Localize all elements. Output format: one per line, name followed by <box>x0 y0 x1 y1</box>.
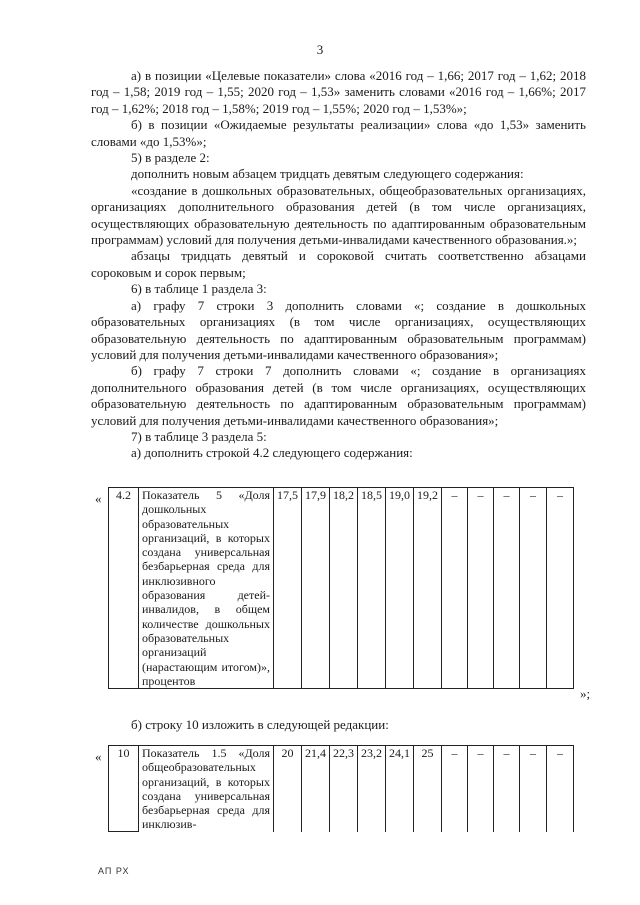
paragraph: дополнить новым абзацем тридцать девятым следующего содержания: <box>131 166 524 182</box>
value-cell: 19,0 <box>386 488 414 689</box>
value-cell: 17,9 <box>302 488 330 689</box>
value-cell: 20 <box>274 746 302 832</box>
value-cell: – <box>494 746 520 832</box>
footer-code: АП РХ <box>98 866 130 876</box>
value-cell: – <box>520 488 547 689</box>
paragraph: б) графу 7 строки 7 дополнить словами «; создание в организациях дополнительного образования детей (в том числе организациях, осуществляющих образовательную деятельность по адаптированным образовательным программам) условий для получения детьми-инвалидами качественного образования»; <box>91 363 586 428</box>
close-quote: »; <box>580 686 591 701</box>
value-cell: – <box>494 488 520 689</box>
indicator-name: Показатель 5 «Доля дошкольных образовательных организаций, в которых создана универсальная безбарьерная среда для инклюзивного образования детей-инвалидов, в общем количестве дошкольных образовательных организаций (нарастающим итогом)», процентов <box>139 488 274 689</box>
indicator-table-row-4-2 <box>108 487 574 689</box>
paragraph: а) графу 7 строки 3 дополнить словами «; создание в дошкольных образовательных организациях (в том числе организациях, осуществляющих образовательную деятельность по адаптированным образовательным программам) условий для получения детьми-инвалидами качественного образования»; <box>91 297 586 362</box>
value-cell: 21,4 <box>302 746 330 832</box>
table-row <box>109 746 574 832</box>
table-row <box>109 488 574 689</box>
value-cell: – <box>442 488 468 689</box>
value-cell: – <box>468 488 494 689</box>
value-cell: 19,2 <box>414 488 442 689</box>
value-cell: 17,5 <box>274 488 302 689</box>
paragraph: а) дополнить строкой 4.2 следующего содержания: <box>131 445 413 461</box>
value-cell: – <box>520 746 547 832</box>
value-cell: – <box>547 746 574 832</box>
value-cell: – <box>468 746 494 832</box>
value-cell: 25 <box>414 746 442 832</box>
indicator-name: Показатель 1.5 «Доля общеобразовательных организаций, в которых создана универсальная безбарьерная среда для инклюзив- <box>139 746 274 832</box>
paragraph: «создание в дошкольных образовательных, общеобразовательных организациях, организациях дополнительного образования детей (в том числе организациях, осуществляющих образовательную деятельность по адаптированным образовательным программам) условий для получения детьми-инвалидами качественного образования.»; <box>91 182 586 248</box>
value-cell: 18,5 <box>358 488 386 689</box>
row-number: 4.2 <box>109 488 139 689</box>
value-cell: – <box>442 746 468 832</box>
page-number: 3 <box>316 42 324 57</box>
row-number: 10 <box>109 746 139 832</box>
value-cell: 24,1 <box>386 746 414 832</box>
open-quote: « <box>95 749 102 764</box>
open-quote: « <box>95 491 102 506</box>
value-cell: 23,2 <box>358 746 386 832</box>
subheading-b: б) строку 10 изложить в следующей редакции: <box>131 717 389 732</box>
document-body <box>91 68 586 462</box>
paragraph: б) в позиции «Ожидаемые результаты реализации» слова «до 1,53» заменить словами «до 1,53%»; <box>91 117 586 149</box>
paragraph: абзацы тридцать девятый и сороковой считать соответственно абзацами сороковым и сорок первым; <box>91 248 586 280</box>
paragraph: а) в позиции «Целевые показатели» слова «2016 год – 1,66; 2017 год – 1,62; 2018 год – 1,58; 2019 год – 1,55; 2020 год – 1,53» заменить словами «2016 год – 1,66%; 2017 год – 1,62%; 2018 год – 1,58%; 2019 год – 1,55%; 2020 год – 1,53%»; <box>91 68 586 116</box>
value-cell: 22,3 <box>330 746 358 832</box>
value-cell: – <box>547 488 574 689</box>
paragraph: 7) в таблице 3 раздела 5: <box>131 428 267 444</box>
value-cell: 18,2 <box>330 488 358 689</box>
indicator-table-row-10 <box>108 745 574 832</box>
paragraph: 6) в таблице 1 раздела 3: <box>131 281 267 297</box>
paragraph: 5) в разделе 2: <box>131 150 210 166</box>
